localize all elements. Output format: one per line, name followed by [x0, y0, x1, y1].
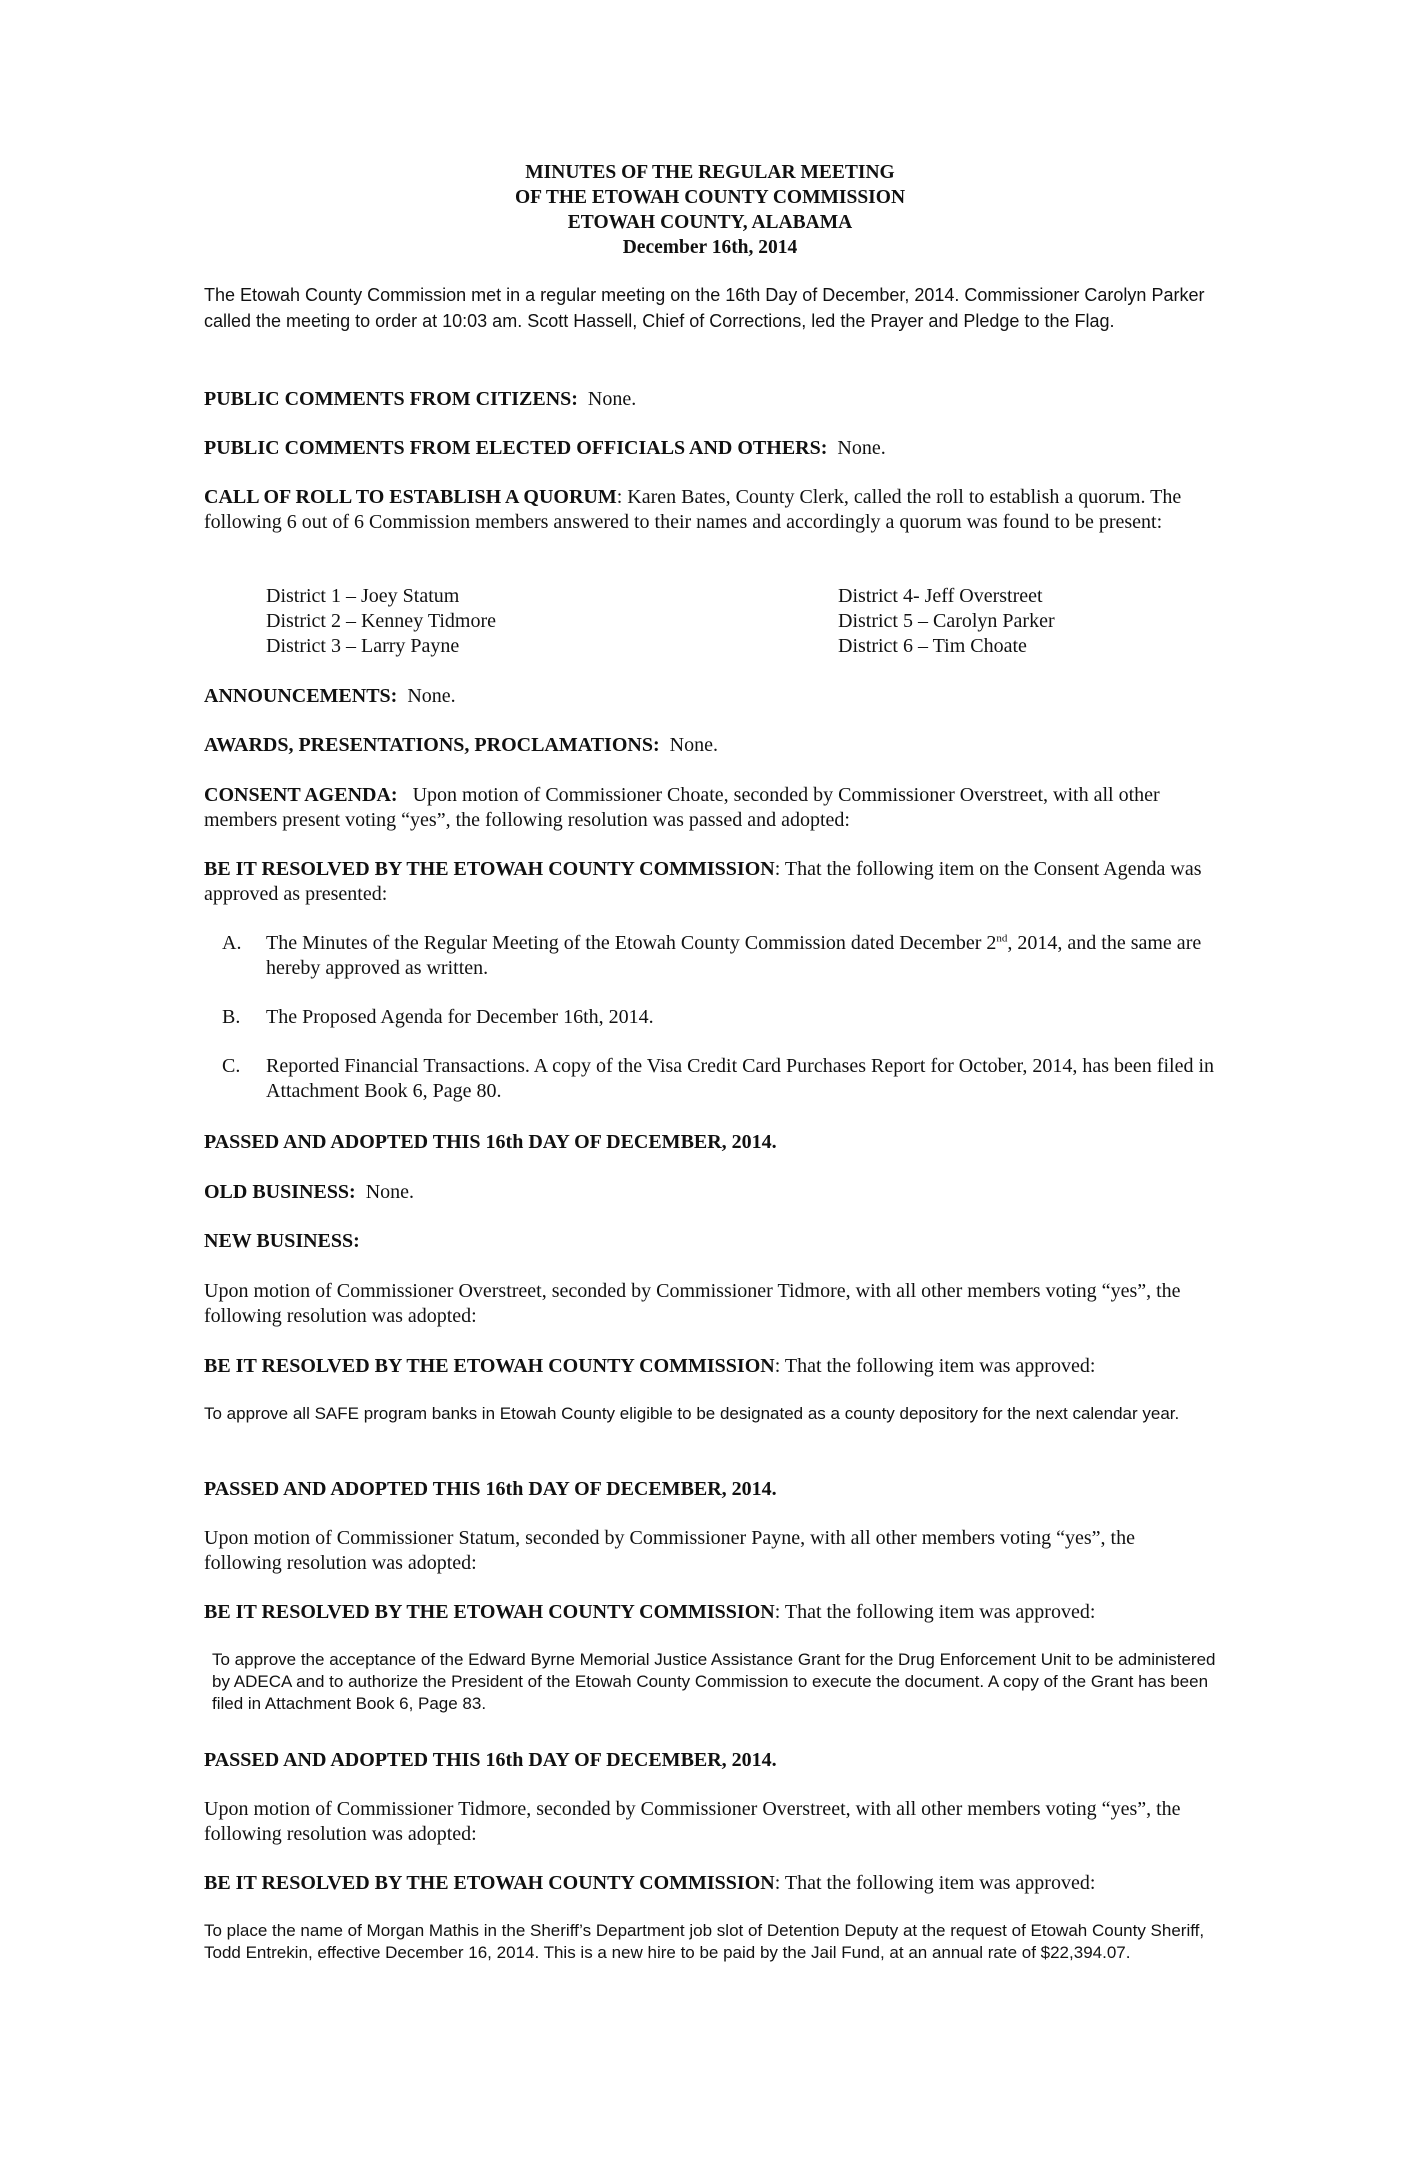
item-text: The Proposed Agenda for December 16th, 2014.: [266, 1006, 654, 1028]
resolved-text: : That the following item was approved:: [774, 1601, 1096, 1623]
motion-1-passed: PASSED AND ADOPTED THIS 16th DAY OF DECEMBER, 2014.: [204, 1478, 777, 1500]
resolved-label: BE IT RESOLVED BY THE ETOWAH COUNTY COMMISSION: [204, 1872, 775, 1894]
motion-2-paragraph: Upon motion of Commissioner Statum, seconded by Commissioner Payne, with all other members voting “yes”, the following resolution was adopted:: [204, 1527, 1135, 1574]
item-text: The Minutes of the Regular Meeting of the Etowah County Commission dated December 2: [266, 932, 997, 954]
motion-3-resolution: To place the name of Morgan Mathis in the Sheriff’s Department job slot of Detention Deputy at the request of Etowah County Sheriff, Todd Entrekin, effective December 16, 2014. This is a new hire to be paid by the Jail Fund, at an annual rate of $22,394.07.: [204, 1921, 1205, 1962]
section-value: None.: [587, 388, 637, 410]
district-entry: District 1 – Joey Statum: [266, 585, 460, 607]
section-value: None.: [837, 437, 886, 459]
district-list-right: [838, 584, 1238, 659]
consent-item-b: [222, 1005, 1216, 1030]
consent-agenda-paragraph: [204, 783, 1216, 833]
section-label: CALL OF ROLL TO ESTABLISH A QUORUM: [204, 486, 617, 508]
item-text-end: , 2014, and the same are hereby approved as written.: [266, 932, 1202, 979]
section-value: None.: [669, 734, 718, 756]
consent-agenda-text: Upon motion of Commissioner Choate, seconded by Commissioner Overstreet, with all other members present voting “yes”, the following resolution was passed and adopted:: [204, 784, 1160, 831]
resolved-label: BE IT RESOLVED BY THE ETOWAH COUNTY COMMISSION: [204, 858, 775, 880]
district-entry: District 6 – Tim Choate: [838, 635, 1027, 657]
item-marker: B.: [222, 1006, 241, 1028]
roll-call-paragraph: [204, 485, 1216, 535]
motion-2-resolution: To approve the acceptance of the Edward Byrne Memorial Justice Assistance Grant for the Drug Enforcement Unit to be administered by ADECA and to authorize the President of the Etowah County Commission to execute the document. A copy of the Grant has been filed in Attachment Book 6, Page 83.: [212, 1650, 1216, 1713]
section-label: PUBLIC COMMENTS FROM CITIZENS:: [204, 388, 578, 410]
motion-2-passed: PASSED AND ADOPTED THIS 16th DAY OF DECEMBER, 2014.: [204, 1749, 777, 1771]
title-line-3: ETOWAH COUNTY, ALABAMA: [567, 212, 853, 233]
motion-2-resolved: [204, 1600, 1216, 1625]
title-date: December 16th, 2014: [622, 237, 798, 258]
section-value: None.: [365, 1181, 415, 1203]
item-text: Reported Financial Transactions. A copy of the Visa Credit Card Purchases Report for October, 2014, has been filed in Attachment Book 6, Page 80.: [266, 1055, 1214, 1102]
district-entry: District 2 – Kenney Tidmore: [266, 610, 496, 632]
old-business: [204, 1180, 1216, 1205]
item-marker: A.: [222, 932, 242, 954]
section-label: PUBLIC COMMENTS FROM ELECTED OFFICIALS AND OTHERS:: [204, 437, 828, 459]
motion-3-resolved: [204, 1871, 1216, 1896]
consent-item-a: [222, 931, 1216, 981]
announcements: [204, 684, 1216, 709]
motion-1-resolution: To approve all SAFE program banks in Etowah County eligible to be designated as a county depository for the next calendar year.: [204, 1404, 1180, 1423]
motion-1-resolved: [204, 1354, 1216, 1379]
public-comments-officials: [204, 436, 1216, 461]
section-label: OLD BUSINESS:: [204, 1181, 356, 1203]
awards: [204, 733, 1216, 758]
consent-items: [222, 931, 1216, 1104]
section-label: CONSENT AGENDA:: [204, 784, 398, 806]
document-title: [204, 160, 1216, 260]
district-list-left: [266, 584, 786, 659]
consent-passed-statement: PASSED AND ADOPTED THIS 16th DAY OF DECEMBER, 2014.: [204, 1131, 777, 1153]
intro-paragraph: The Etowah County Commission met in a regular meeting on the 16th Day of December, 2014. Commissioner Carolyn Parker called the meeting to order at 10:03 am. Scott Hassell, Chief of Corrections, led the Prayer and Pledge to the Flag.: [204, 285, 1205, 331]
district-entry: District 5 – Carolyn Parker: [838, 610, 1055, 632]
public-comments-citizens: [204, 387, 1216, 412]
resolved-text: : That the following item was approved:: [774, 1355, 1096, 1377]
resolved-text: : That the following item was approved:: [774, 1872, 1096, 1894]
district-entry: District 3 – Larry Payne: [266, 635, 460, 657]
item-marker: C.: [222, 1055, 241, 1077]
roll-call-text: : Karen Bates, County Clerk, called the roll to establish a quorum. The following 6 out of 6 Commission members answered to their names and accordingly a quorum was found to be present:: [204, 486, 1182, 533]
section-label: ANNOUNCEMENTS:: [204, 685, 398, 707]
resolved-label: BE IT RESOLVED BY THE ETOWAH COUNTY COMMISSION: [204, 1601, 775, 1623]
section-value: None.: [407, 685, 456, 707]
section-label: AWARDS, PRESENTATIONS, PROCLAMATIONS:: [204, 734, 660, 756]
title-line-2: OF THE ETOWAH COUNTY COMMISSION: [514, 187, 906, 208]
consent-item-c: [222, 1054, 1216, 1104]
resolved-label: BE IT RESOLVED BY THE ETOWAH COUNTY COMMISSION: [204, 1355, 775, 1377]
new-business-heading: NEW BUSINESS:: [204, 1230, 360, 1252]
title-line-1: MINUTES OF THE REGULAR MEETING: [525, 162, 895, 183]
resolved-text: : That the following item on the Consent Agenda was approved as presented:: [204, 858, 1202, 905]
ordinal-suffix: nd: [996, 932, 1008, 945]
consent-resolved-paragraph: [204, 857, 1216, 907]
motion-3-paragraph: Upon motion of Commissioner Tidmore, seconded by Commissioner Overstreet, with all other members voting “yes”, the following resolution was adopted:: [204, 1798, 1181, 1845]
motion-1-paragraph: Upon motion of Commissioner Overstreet, seconded by Commissioner Tidmore, with all other members voting “yes”, the following resolution was adopted:: [204, 1280, 1181, 1327]
district-entry: District 4- Jeff Overstreet: [838, 585, 1043, 607]
